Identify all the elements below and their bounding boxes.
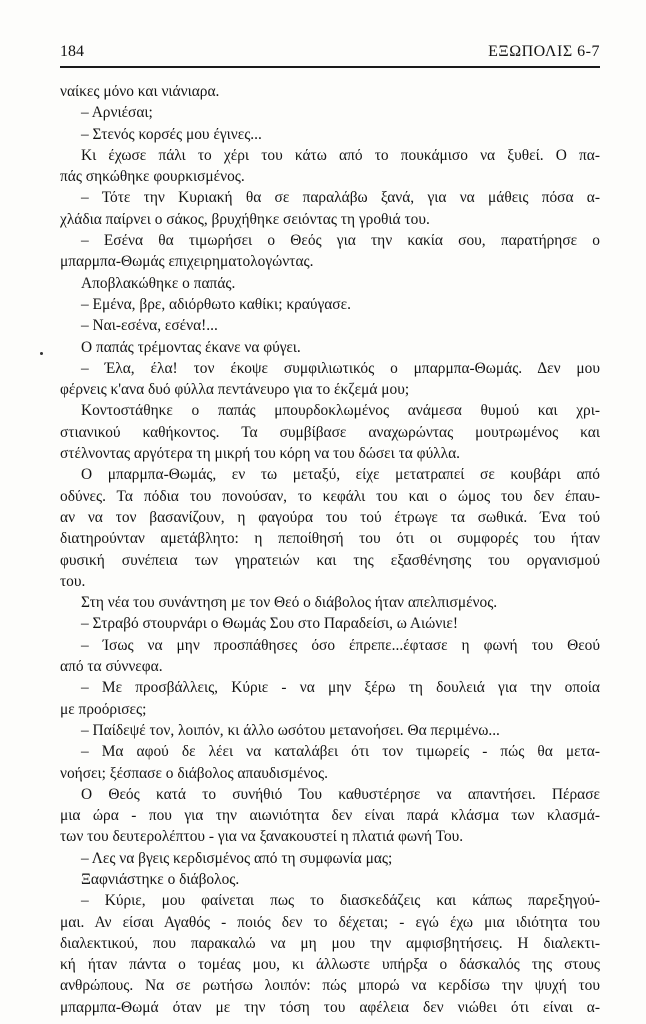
text-line: κή ήταν πάντα ο τομέας μου, κι άλλωστε υπήρξα ο δάσκαλός της στους <box>60 956 600 974</box>
text-line: μπαρμπα-Θωμά όταν με την τόση του αφέλεια δεν νιώθει ότι είναι α- <box>60 998 600 1016</box>
text-line: – Αρνιέσαι; <box>81 104 153 122</box>
text-line: Κι έχωσε πάλι το χέρι του κάτω από το πουκάμισο να ξυθεί. Ο πα- <box>81 146 600 164</box>
text-line: Ο Θεός κατά το συνήθιό Του καθυστέρησε να απαντήσει. Πέρασε <box>81 785 600 803</box>
text-line: Κοντοστάθηκε ο παπάς μπουρδοκλωμένος ανάμεσα θυμού και χρι- <box>81 402 600 420</box>
text-line: διαλεκτικού, που παρακαλώ να μη μου την αμφισβητήσεις. Η διαλεκτι- <box>60 934 600 952</box>
text-line: – Στενός κορσές μου έγινες... <box>81 125 262 143</box>
text-line: Ξαφνιάστηκε ο διάβολος. <box>81 870 240 888</box>
text-line: – Τότε την Κυριακή θα σε παραλάβω ξανά, για να μάθεις πόσα α- <box>81 189 600 207</box>
text-line: των του δευτερολέπτου - για να ξανακουστεί η πλατιά φωνή Του. <box>60 828 464 846</box>
text-line: με προόρισες; <box>60 700 147 718</box>
stray-ink-mark <box>40 352 43 355</box>
body-text <box>60 81 600 1018</box>
text-line: – Εσένα θα τιμωρήσει ο Θεός για την κακία σου, παρατήρησε ο <box>81 232 600 250</box>
text-line: Αποβλακώθηκε ο παπάς. <box>81 274 236 292</box>
page-header <box>60 40 600 68</box>
text-line: – Ναι-εσένα, εσένα!... <box>81 317 218 335</box>
text-line: – Κύριε, μου φαίνεται πως το διασκεδάζεις και κάπως παρεξηγού- <box>81 892 600 910</box>
text-line: – Ίσως να μην προσπάθησες όσο έπρεπε...έφτασε η φωνή του Θεού <box>81 636 600 654</box>
page-number: 184 <box>60 43 84 60</box>
text-line: Στη νέα του συνάντηση με τον Θεό ο διάβολος ήταν απελπισμένος. <box>81 594 498 612</box>
text-line: μια ώρα - που για την αιωνιότητα δεν είναι παρά κλάσμα των κλασμά- <box>60 807 600 825</box>
text-line: – Στραβό στουρνάρι ο Θωμάς Σου στο Παραδείσι, ω Αιώνιε! <box>81 615 458 633</box>
text-line: φέρνεις κ'ανα δυό φύλλα πεντάνευρο για το έκζεμά μου; <box>60 381 410 399</box>
text-line: Ο παπάς τρέμοντας έκανε να φύγει. <box>81 338 301 356</box>
text-line: οδύνες. Τα πόδια του πονούσαν, το κεφάλι του και ο ώμος του δεν έπαυ- <box>60 487 600 505</box>
text-line: – Παίδεψέ τον, λοιπόν, κι άλλο ωσότου μετανοήσει. Θα περιμένω... <box>81 721 500 739</box>
text-line: αν να τον βασανίζουν, η φαγούρα του τού έτρωγε τα σωθικά. Ένα τού <box>60 508 600 526</box>
text-line: στέλνοντας αργότερα τη μικρή του κόρη να του δώσει τα φύλλα. <box>60 445 461 463</box>
text-line: πάς σηκώθηκε φουρκισμένος. <box>60 168 245 186</box>
text-line: – Λες να βγεις κερδισμένος από τη συμφωνία μας; <box>81 849 393 867</box>
text-line: χλάδια παίρνει ο σάκος, βρυχήθηκε σειόντας τη γροθιά του. <box>60 210 430 228</box>
text-line: από τα σύννεφα. <box>60 658 163 676</box>
text-line: – Έλα, έλα! τον έκοψε συμφιλιωτικός ο μπαρμπα-Θωμάς. Δεν μου <box>81 359 600 377</box>
text-line: νοήσει; ξέσπασε ο διάβολος απαυδισμένος. <box>60 764 328 782</box>
text-line: ναίκες μόνο και νιάνιαρα. <box>60 83 220 100</box>
text-line: Ο μπαρμπα-Θωμάς, εν τω μεταξύ, είχε μετατραπεί σε κουβάρι από <box>81 466 600 484</box>
text-line: – Εμένα, βρε, αδιόρθωτο καθίκι; κραύγασε. <box>81 295 351 313</box>
running-head: ΕΞΩΠΟΛΙΣ 6-7 <box>488 43 600 60</box>
text-line: – Μα αφού δε λέει να καταλάβει ότι τον τιμωρείς - πώς θα μετα- <box>81 743 600 761</box>
text-line: στιανικού καθήκοντος. Τα συμβίβασε αναχωρώντας μουτρωμένος και <box>60 423 600 441</box>
text-line: – Με προσβάλλεις, Κύριε - να μην ξέρω τη δουλειά για την οποία <box>81 679 600 697</box>
text-line: μαι. Αν είσαι Αγαθός - ποιός δεν το δέχεται; - εγώ έχω μια ιδιότητα του <box>60 913 600 931</box>
text-line: του. <box>60 572 86 590</box>
text-line: μπαρμπα-Θωμάς επιχειρηματολογώντας. <box>60 253 314 271</box>
text-line: φυσική συνέπεια των γηρατειών και της εξασθένησης του οργανισμού <box>60 551 600 569</box>
text-line: διατηρούνταν αμετάβλητο: η πεποίθησή του ότι οι συμφορές του ήταν <box>60 530 600 548</box>
text-line: ανθρώπους. Να σε ρωτήσω λοιπόν: πώς μπορώ να κερδίσω την ψυχή του <box>60 977 600 995</box>
